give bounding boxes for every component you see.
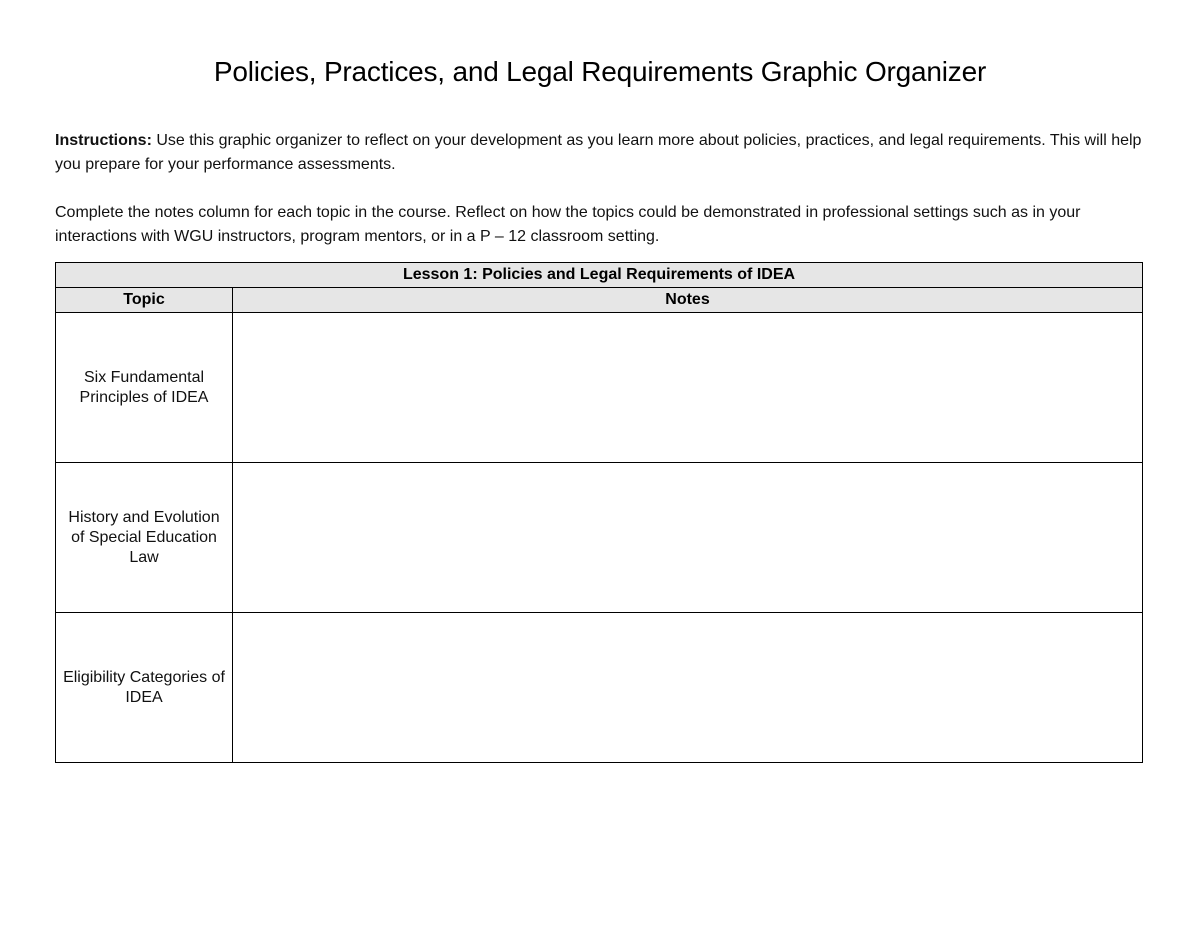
page-title: Policies, Practices, and Legal Requirements Graphic Organizer xyxy=(213,56,987,87)
notes-cell[interactable] xyxy=(233,313,1143,463)
topic-cell: Six Fundamental Principles of IDEA xyxy=(56,313,233,463)
notes-cell[interactable] xyxy=(233,613,1143,763)
lesson-title-row xyxy=(56,263,1143,288)
instructions-text: Use this graphic organizer to reflect on your development as you learn more about policies, practices, and legal requirements. This will help you prepare for your performance assessments. xyxy=(55,132,1142,173)
table-row xyxy=(56,613,1143,763)
completion-paragraph: Complete the notes column for each topic in the course. Reflect on how the topics could be demonstrated in professional settings such as in your interactions with WGU instructors, program mentors, or in a P – 12 classroom setting. xyxy=(55,204,1081,245)
table-row xyxy=(56,313,1143,463)
organizer-table xyxy=(55,262,1143,763)
topic-column-header: Topic xyxy=(56,288,233,313)
instructions-paragraph xyxy=(55,129,1150,177)
notes-cell[interactable] xyxy=(233,463,1143,613)
instructions-label: Instructions: xyxy=(55,132,152,149)
notes-column-header: Notes xyxy=(233,288,1143,313)
column-header-row xyxy=(56,288,1143,313)
table-row xyxy=(56,463,1143,613)
topic-cell: Eligibility Categories of IDEA xyxy=(56,613,233,763)
topic-cell: History and Evolution of Special Education Law xyxy=(56,463,233,613)
lesson-title: Lesson 1: Policies and Legal Requirements of IDEA xyxy=(56,263,1143,288)
